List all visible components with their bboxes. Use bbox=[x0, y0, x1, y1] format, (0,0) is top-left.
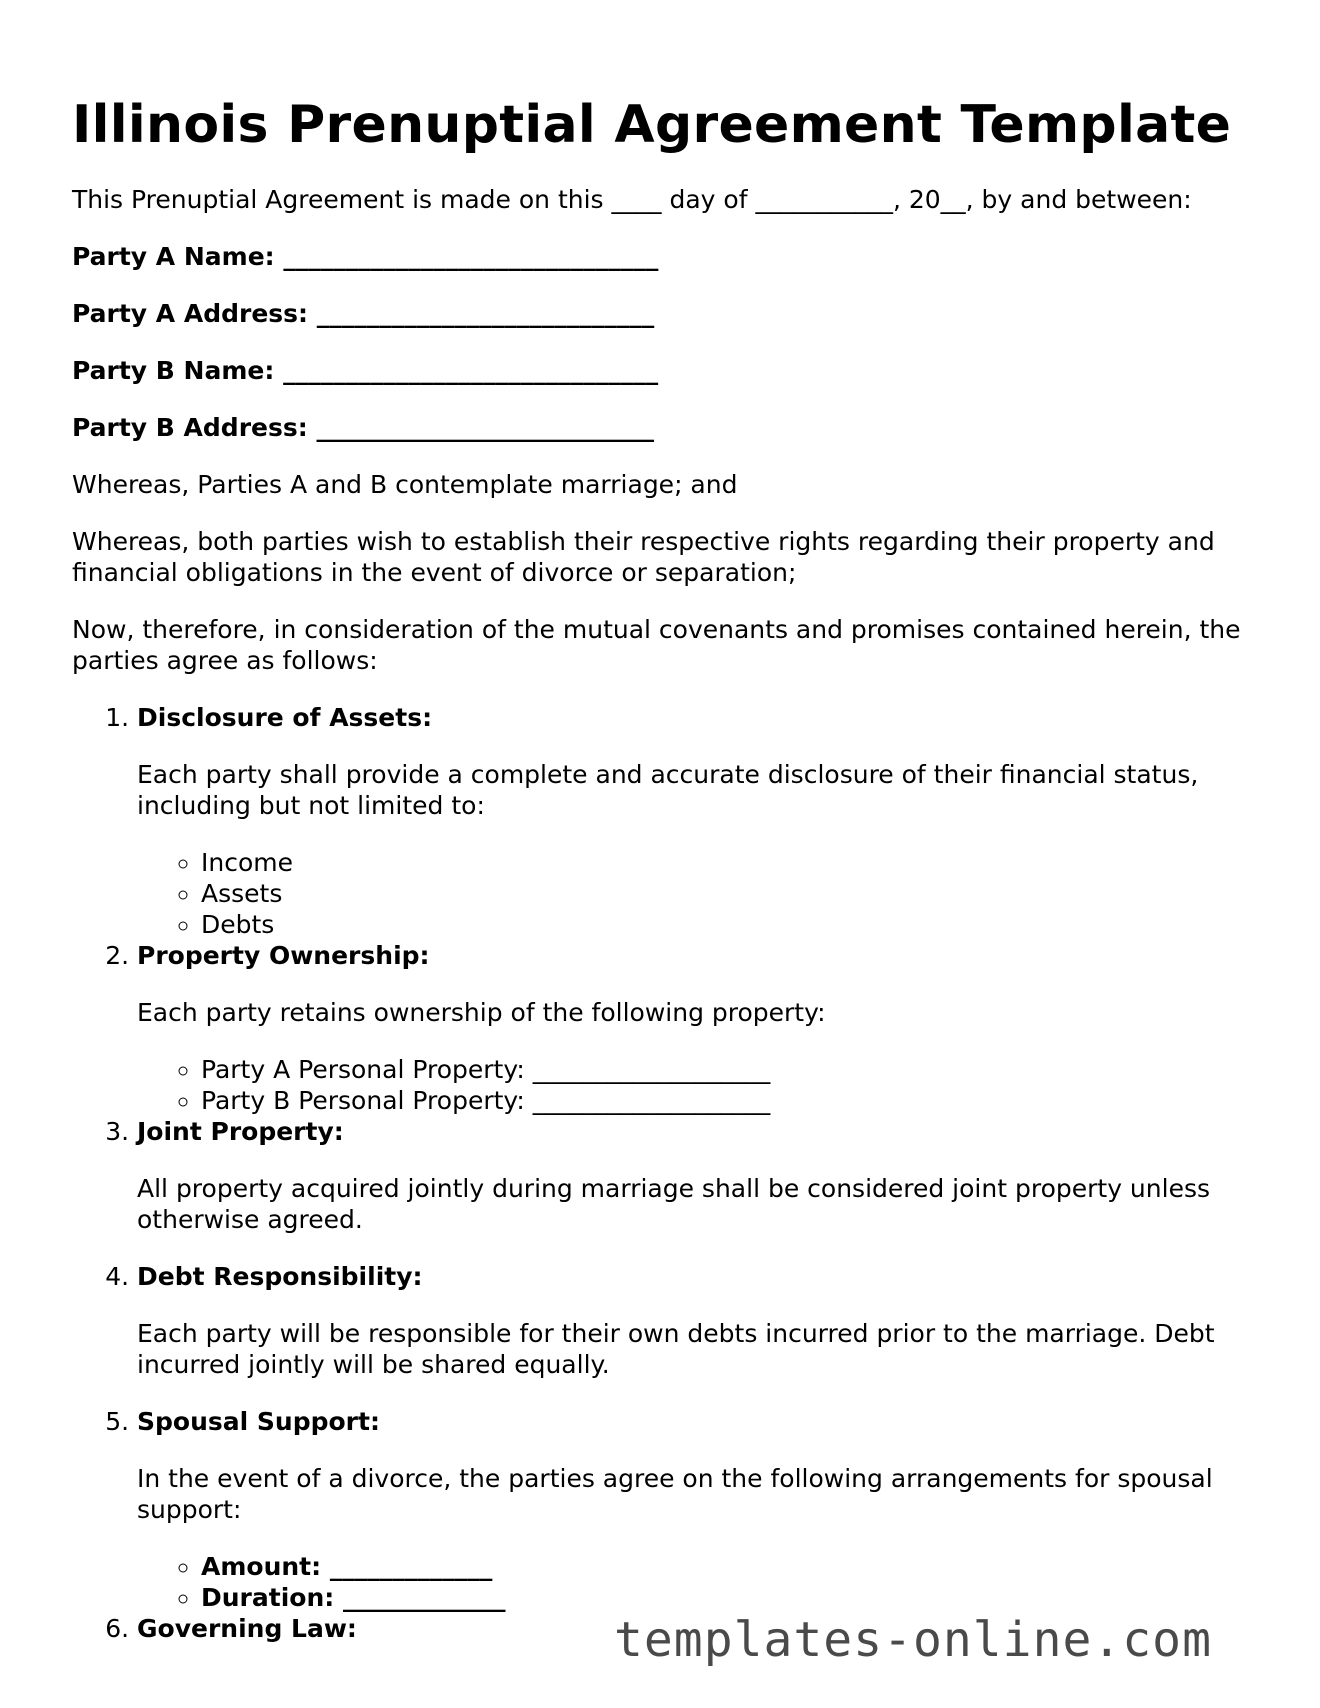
page-title: Illinois Prenuptial Agreement Template bbox=[72, 95, 1232, 155]
document-body bbox=[72, 184, 1252, 1670]
sub-list bbox=[137, 1054, 1252, 1116]
list-item: ◦ Income bbox=[201, 847, 1252, 878]
party-a-address-field bbox=[72, 298, 1252, 329]
party-b-address-field bbox=[72, 412, 1252, 443]
section-text: Each party shall provide a complete and accurate disclosure of their financial status, including but not limited to: bbox=[137, 760, 1199, 820]
field-blank: ______________________________ bbox=[283, 242, 659, 271]
section-title: 3. Joint Property: bbox=[137, 1117, 344, 1146]
field-blank: ______________________________ bbox=[283, 356, 659, 385]
section-text: In the event of a divorce, the parties agree on the following arrangements for spousal support: bbox=[137, 1464, 1213, 1524]
field-label: Party A Name: bbox=[72, 242, 275, 271]
section-property-ownership bbox=[137, 940, 1252, 1116]
section-text: All property acquired jointly during marriage shall be considered joint property unless otherwise agreed. bbox=[137, 1174, 1210, 1234]
list-item: ◦ Party B Personal Property: ___________________ bbox=[201, 1085, 1252, 1116]
list-item: ◦ Debts bbox=[201, 909, 1252, 940]
party-b-name-field bbox=[72, 355, 1252, 386]
party-a-name-field bbox=[72, 241, 1252, 272]
whereas-marriage: Whereas, Parties A and B contemplate marriage; and bbox=[72, 470, 738, 499]
section-spousal-support bbox=[137, 1406, 1252, 1613]
section-debt-responsibility bbox=[137, 1261, 1252, 1380]
sub-list bbox=[137, 847, 1252, 940]
watermark: templates-online.com bbox=[614, 1612, 1212, 1668]
section-text: Each party retains ownership of the following property: bbox=[137, 998, 826, 1027]
section-text: Each party will be responsible for their own debts incurred prior to the marriage. Debt incurred jointly will be shared equally. bbox=[137, 1319, 1215, 1379]
field-blank: ___________________________ bbox=[316, 413, 654, 442]
section-title: 5. Spousal Support: bbox=[137, 1407, 380, 1436]
field-blank: ___________________________ bbox=[316, 299, 655, 328]
section-title: 6. Governing Law: bbox=[137, 1614, 357, 1643]
list-item: ◦ Duration: _____________ bbox=[201, 1582, 1252, 1613]
list-item: ◦ Assets bbox=[201, 878, 1252, 909]
whereas-rights: Whereas, both parties wish to establish their respective rights regarding their property and financial obligations in the event of divorce or separation; bbox=[72, 527, 1215, 587]
section-joint-property bbox=[137, 1116, 1252, 1235]
section-title: 2. Property Ownership: bbox=[137, 941, 430, 970]
field-label: Party B Address: bbox=[72, 413, 308, 442]
intro-paragraph: This Prenuptial Agreement is made on this ____ day of ___________, 20__, by and between: bbox=[72, 185, 1192, 214]
sub-list bbox=[137, 1551, 1252, 1613]
section-disclosure-of-assets bbox=[137, 702, 1252, 940]
list-item: ◦ Party A Personal Property: ___________________ bbox=[201, 1054, 1252, 1085]
agreement-sections bbox=[72, 702, 1252, 1644]
now-therefore: Now, therefore, in consideration of the mutual covenants and promises contained herein, the parties agree as follows: bbox=[72, 615, 1241, 675]
section-title: 4. Debt Responsibility: bbox=[137, 1262, 423, 1291]
list-item: ◦ Amount: _____________ bbox=[201, 1551, 1252, 1582]
section-title: 1. Disclosure of Assets: bbox=[137, 703, 433, 732]
field-label: Party B Name: bbox=[72, 356, 275, 385]
field-label: Party A Address: bbox=[72, 299, 309, 328]
